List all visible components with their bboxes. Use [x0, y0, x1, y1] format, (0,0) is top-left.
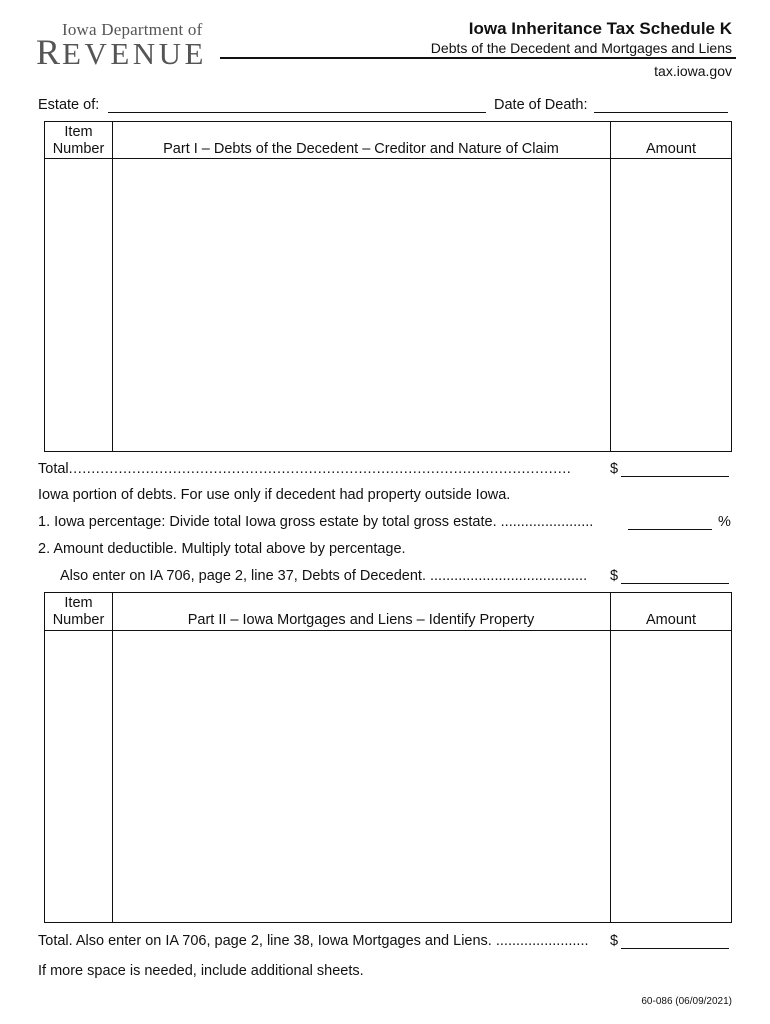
form-title: Iowa Inheritance Tax Schedule K [468, 19, 732, 38]
part1-total-field[interactable] [621, 462, 729, 477]
part1-total-label: Total [38, 461, 69, 477]
estate-label: Estate of: [38, 97, 100, 113]
part1-amount-header: Amount [646, 141, 696, 157]
iowa-portion-text: Iowa portion of debts. For use only if decedent had property outside Iowa. [38, 487, 511, 503]
logo-revenue-rest: EVENUE [62, 36, 207, 71]
part2-total-field[interactable] [621, 934, 729, 949]
iowa-percentage-field[interactable] [628, 515, 712, 530]
part2-description-cell[interactable] [113, 631, 610, 922]
header-divider [220, 57, 736, 59]
logo-department-text: Iowa Department of [62, 20, 203, 39]
part1-item-header-line2: Number [52, 141, 105, 157]
part2-table [44, 592, 732, 923]
part1-total-dollar: $ [610, 461, 619, 477]
website-text: tax.iowa.gov [654, 63, 732, 79]
form-subtitle: Debts of the Decedent and Mortgages and Liens [430, 40, 732, 56]
part1-table [44, 121, 732, 452]
date-of-death-label: Date of Death: [494, 97, 588, 113]
form-code: 60-086 (06/09/2021) [641, 996, 732, 1007]
line2-text: 2. Amount deductible. Multiply total above by percentage. [38, 541, 406, 557]
logo-revenue-initial: R [36, 32, 63, 72]
part1-total-leader: ............................................................................................................... [68, 461, 572, 477]
part2-amount-cell[interactable] [611, 631, 731, 922]
part2-description-header: Part II – Iowa Mortgages and Liens – Identify Property [187, 612, 535, 628]
part2-item-header-line1: Item [64, 595, 93, 611]
part1-total-row [38, 461, 571, 477]
part1-item-cell[interactable] [45, 159, 112, 451]
part2-item-header [45, 595, 112, 629]
part2-item-header-line2: Number [52, 612, 105, 628]
part1-description-cell[interactable] [113, 159, 610, 451]
logo-revenue-text [36, 31, 207, 73]
part2-total-label: Total. Also enter on IA 706, page 2, line 38, Iowa Mortgages and Liens. ....................... [38, 933, 589, 949]
line2-dollar: $ [610, 568, 619, 584]
part1-item-header [45, 124, 112, 158]
line1-text: 1. Iowa percentage: Divide total Iowa gross estate by total gross estate. ....................... [38, 514, 594, 530]
date-of-death-field[interactable] [594, 112, 728, 113]
more-space-note: If more space is needed, include additional sheets. [38, 963, 364, 979]
part1-description-header: Part I – Debts of the Decedent – Creditor and Nature of Claim [163, 141, 559, 157]
part2-total-dollar: $ [610, 933, 619, 949]
part1-item-header-line1: Item [64, 124, 93, 140]
estate-field[interactable] [108, 112, 486, 113]
amount-deductible-field[interactable] [621, 569, 729, 584]
line2-text-continued: Also enter on IA 706, page 2, line 37, Debts of Decedent. ....................................... [60, 568, 588, 584]
part1-amount-cell[interactable] [611, 159, 731, 451]
part2-item-cell[interactable] [45, 631, 112, 922]
percent-sign: % [718, 514, 731, 530]
part2-amount-header: Amount [646, 612, 696, 628]
